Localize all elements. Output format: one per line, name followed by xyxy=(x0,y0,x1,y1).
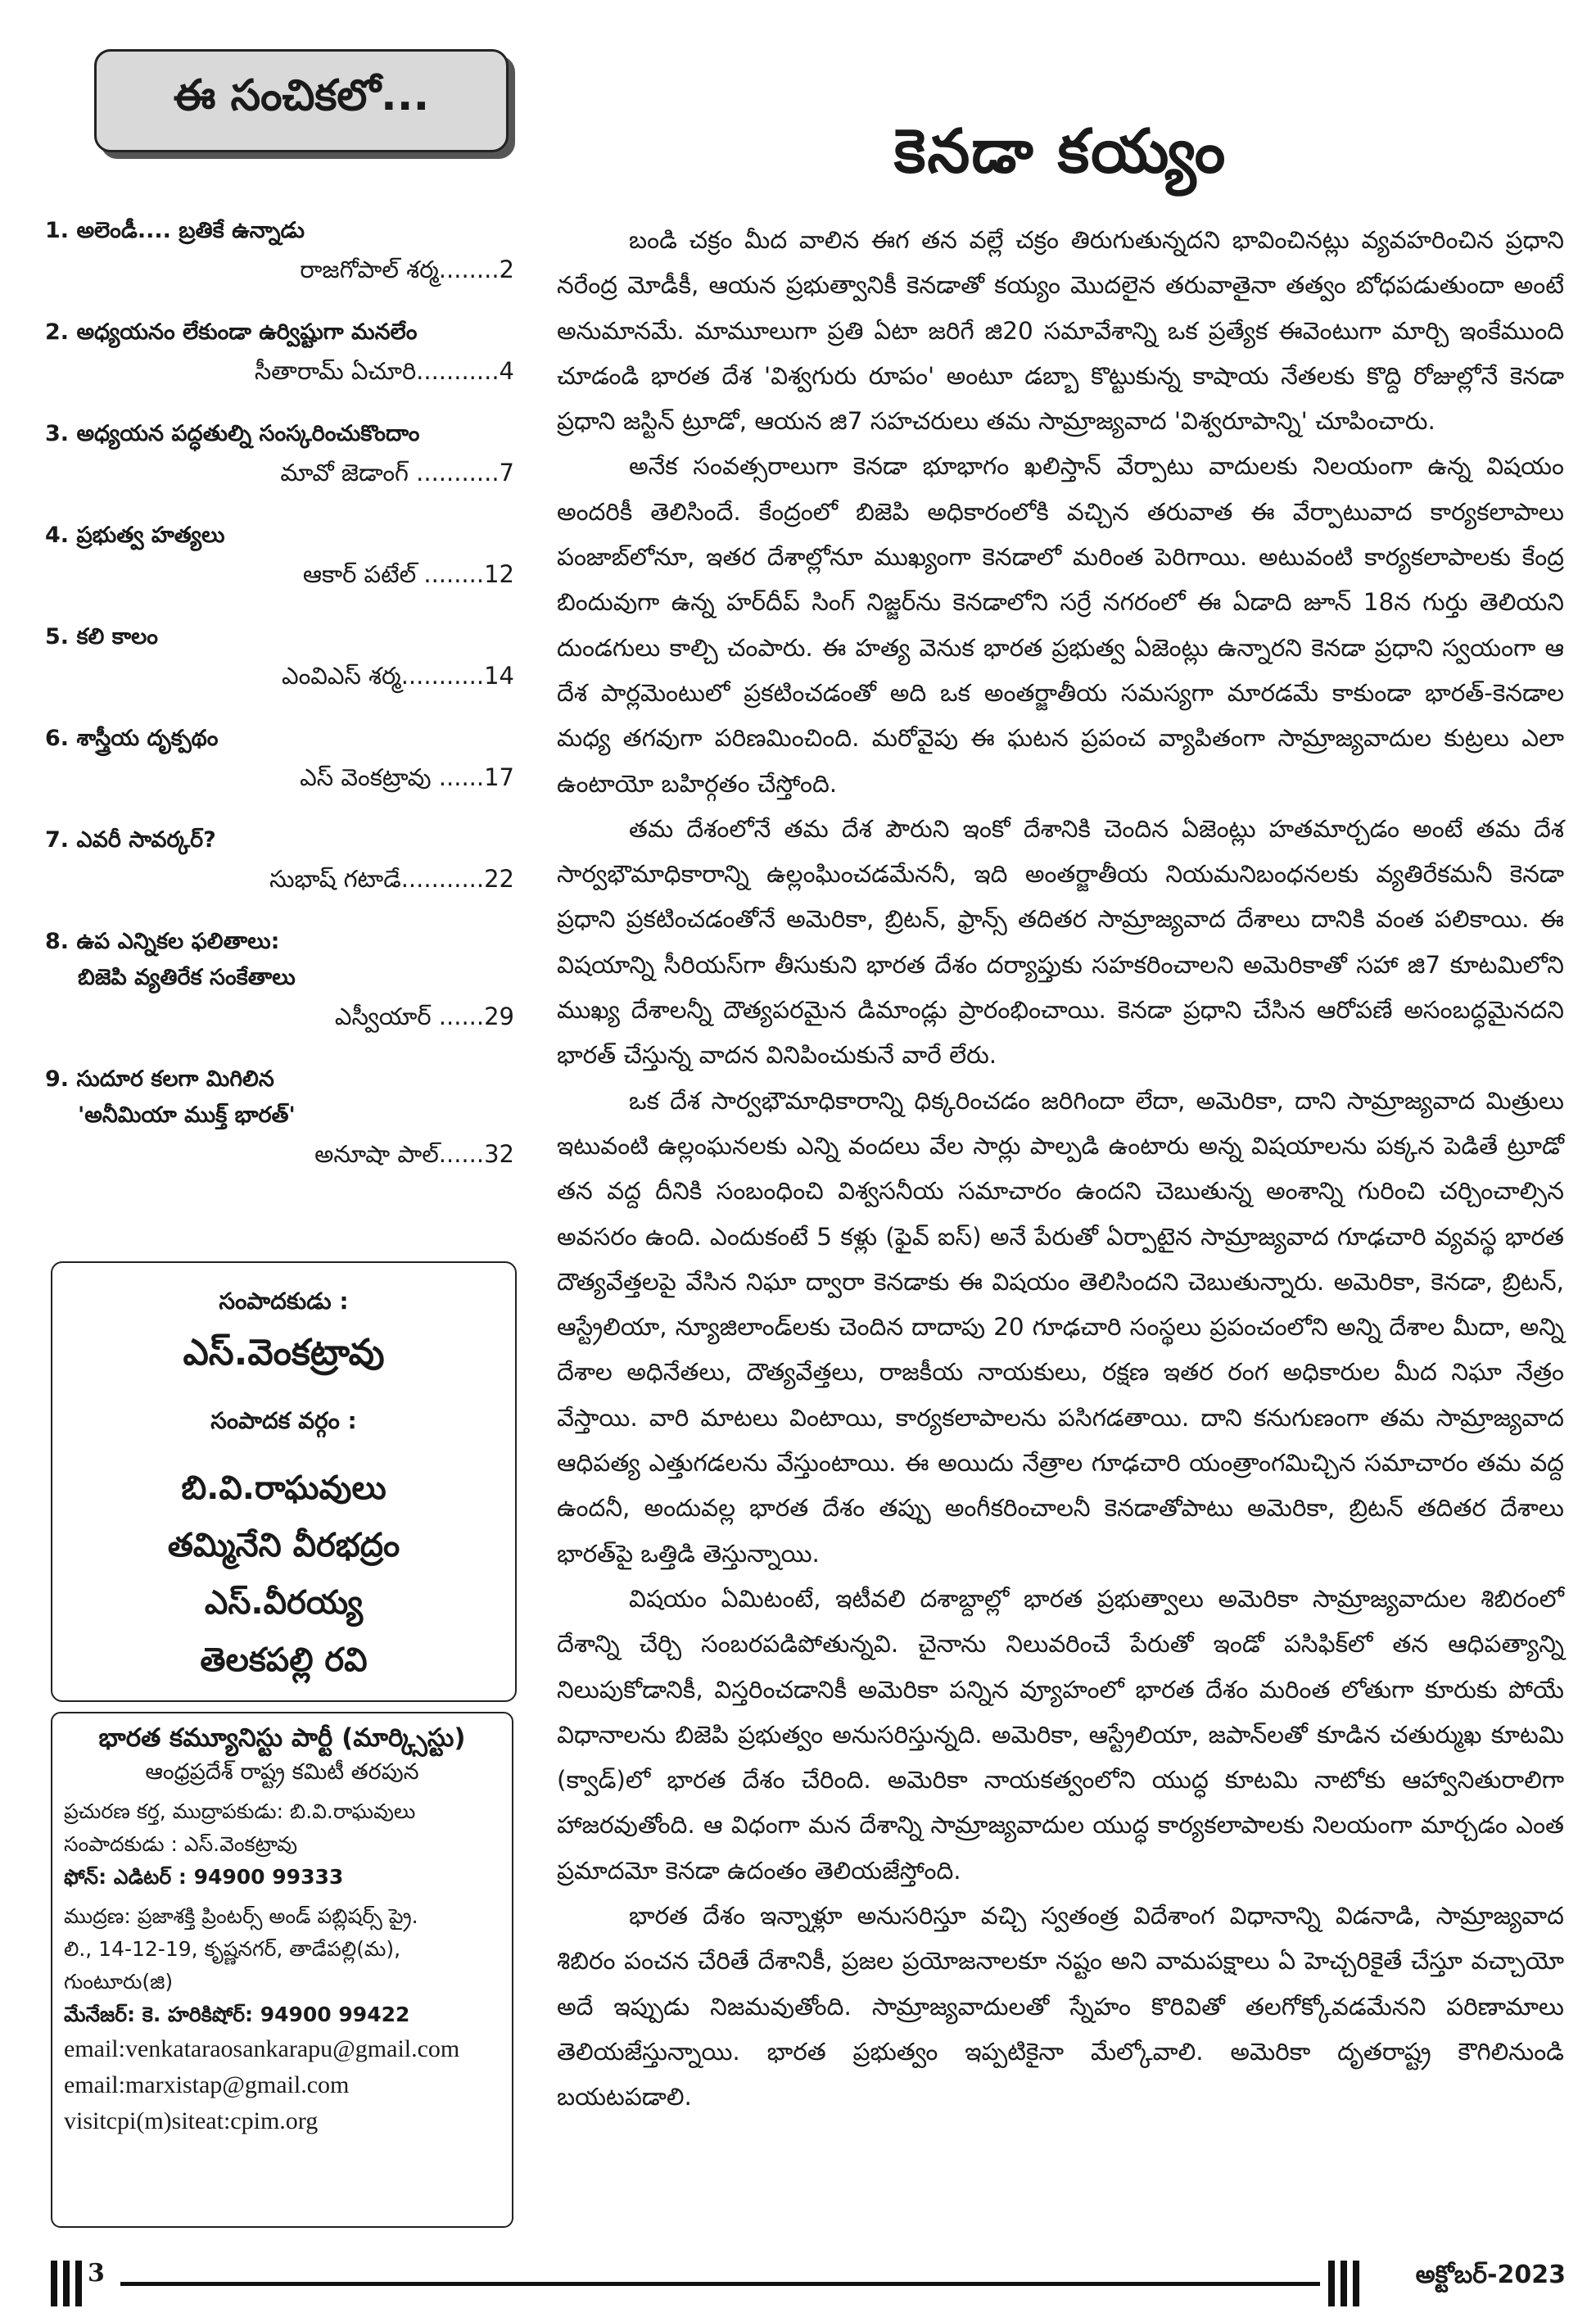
printer-line: ముద్రణ: ప్రజాశక్తి ప్రింటర్స్ అండ్ పబ్లిషర్స్ ప్రై. xyxy=(64,1904,418,1928)
toc-author: ఆకార్ పటేల్ ........12 xyxy=(302,560,514,588)
board-member: తెలకపల్లి రవి xyxy=(200,1641,368,1679)
editor-name: ఎస్.వెంకట్రావు xyxy=(183,1332,385,1374)
toc-title: 8. ఉప ఎన్నికల ఫలితాలు: xyxy=(45,929,280,954)
toc-item[interactable] xyxy=(45,619,524,696)
toc-subtitle: బిజెపి వ్యతిరేక సంకేతాలు xyxy=(78,965,296,990)
board-member: బి.వి.రాఘవులు xyxy=(181,1469,387,1507)
editorial-board-box xyxy=(51,1261,517,1702)
board-member: ఎస్.వీరయ్య xyxy=(204,1584,364,1622)
committee-name: ఆంధ్రప్రదేశ్ రాష్ట్ర కమిటీ తరపున xyxy=(145,1759,419,1785)
website-link[interactable]: visitcpi(m)siteat:cpim.org xyxy=(64,2107,319,2134)
toc-title: 2. అధ్యయనం లేకుండా ఉర్విష్టుగా మనలేం xyxy=(45,319,418,345)
toc-heading: ఈ సంచికలో... xyxy=(94,49,509,152)
toc-item[interactable] xyxy=(45,1061,524,1175)
publisher-info-box xyxy=(51,1712,513,2228)
toc-item[interactable] xyxy=(45,416,524,493)
board-member: తమ్మినేని వీరభద్రం xyxy=(167,1527,400,1564)
toc-author: ఎస్ వెంకట్రావు ......17 xyxy=(300,763,514,791)
toc-subtitle: 'అనీమియా ముక్త్ భారత్' xyxy=(78,1102,296,1128)
party-name: భారత కమ్యూనిస్టు పార్టీ (మార్క్సిస్టు) xyxy=(98,1723,466,1753)
toc-item[interactable] xyxy=(45,315,524,392)
toc-author: సీతారామ్ ఏచూరి...........4 xyxy=(254,357,514,385)
manager-line: మేనేజర్: కె. హరికిషోర్: 94900 99422 xyxy=(64,2003,410,2026)
toc-title: 4. ప్రభుత్వ హత్యలు xyxy=(45,523,225,548)
article-paragraph: తమ దేశంలోనే తమ దేశ పౌరుని ఇంకో దేశానికి చెందిన ఏజెంట్లు హతమార్చడం అంటే తమ దేశ సార్వభౌమాధికారాన్ని ఉల్లంఘించడమేననీ, ఇది అంతర్జాతీయ నియమనిబంధనలకు వ్యతిరేకమనీ కెనడా ప్రధాని ప్రకటించడంతోనే అమెరికా, బ్రిటన్, ఫ్రాన్స్ తదితర సామ్రాజ్యవాద దేశాలు దానికి వంత పలికాయి. ఈ విషయాన్ని సీరియస్‌గా తీసుకుని భారత దేశం దర్యాప్తుకు సహకరించాలని అమెరికాతో సహా జి7 కూటమిలోని ముఖ్య దేశాలన్నీ దౌత్యపరమైన డిమాండ్లు ప్రారంభించాయి. కెనడా ప్రధాని చేసిన ఆరోపణే అసంబద్ధమైనదని భారత్ చేస్తున్న వాదన వినిపించుకునే వారే లేరు. xyxy=(557,814,1564,1070)
toc-title: 9. సుదూర కలగా మిగిలిన xyxy=(45,1066,274,1092)
toc-title: 5. కలి కాలం xyxy=(45,624,158,650)
footer-bars-right xyxy=(1328,2261,1359,2306)
article-paragraph: అనేక సంవత్సరాలుగా కెనడా భూభాగం ఖలిస్తాన్ వేర్పాటు వాదులకు నిలయంగా ఉన్న విషయం అందరికీ తెలిసిందే. కేంద్రంలో బిజెపి అధికారంలోకి వచ్చిన తరువాత ఈ వేర్పాటువాద కార్యకలాపాలు పంజాబ్‌లోనూ, ఇతర దేశాల్లోనూ ముఖ్యంగా కెనడాలో మరింత పెరిగాయి. అటువంటి కార్యకలాపాలకు కేంద్ర బిందువుగా ఉన్న హర్‌దీప్ సింగ్ నిజ్జర్‌ను కెనడాలోని సర్రే నగరంలో ఈ ఏడాది జూన్ 18న గుర్తు తెలియని దుండగులు కాల్చి చంపారు. ఈ హత్య వెనుక భారత ప్రభుత్వ ఏజెంట్లు ఉన్నారని కెనడా ప్రధాని స్వయంగా ఆ దేశ పార్లమెంటులో ప్రకటించడంతో అది ఒక అంతర్జాతీయ సమస్యగా మారడమే కాకుండా భారత్-కెనడాల మధ్య తగవుగా పరిణమించింది. మరోవైపు ఈ ఘటన ప్రపంచ వ్యాపితంగా సామ్రాజ్యవాదుల కుట్రలు ఎలా ఉంటాయో బహిర్గతం చేస్తోంది. xyxy=(557,452,1564,798)
toc-item[interactable] xyxy=(45,721,524,798)
toc-author: ఎస్వీయార్ ......29 xyxy=(334,1003,514,1030)
toc-title: 6. శాస్త్రీయ దృక్పథం xyxy=(45,726,219,751)
page-footer xyxy=(51,2251,1566,2308)
editor-label: సంపాదకుడు : xyxy=(219,1288,349,1315)
toc-title: 7. ఎవరీ సావర్కర్? xyxy=(45,827,216,853)
toc-item[interactable] xyxy=(45,518,524,595)
printer-address: లి., 14-12-19, కృష్ణనగర్, తాడేపల్లి(మ), xyxy=(64,1937,401,1961)
toc-author: రాజగోపాల్ శర్మ........2 xyxy=(300,256,514,283)
publisher-line: ప్రచురణ కర్త, ముద్రాపకుడు: బి.వి.రాఘవులు xyxy=(64,1799,416,1823)
article-paragraph: భారత దేశం ఇన్నాళ్లూ అనుసరిస్తూ వచ్చి స్వతంత్ర విదేశాంగ విధానాన్ని విడనాడి, సామ్రాజ్యవాద శిబిరం పంచన చేరితే దేశానికీ, ప్రజల ప్రయోజనాలకూ నష్టం అని వామపక్షాలు ఏ హెచ్చరికైతే చేస్తూ వచ్చాయో అదే ఇప్పుడు నిజమవుతోంది. సామ్రాజ్యవాదులతో స్నేహం కొరివితో తలగోక్కోవడమేనని పరిణామాలు తెలియజేస్తున్నాయి. భారత ప్రభుత్వం ఇప్పటికైనా మేల్కోవాలి. అమెరికా దృతరాష్ట్ర కౌగిలినుండి బయటపడాలి. xyxy=(557,1901,1564,2112)
board-members xyxy=(52,1460,515,1689)
article-paragraph: విషయం ఏమిటంటే, ఇటీవలి దశాబ్దాల్లో భారత ప్రభుత్వాలు అమెరికా సామ్రాజ్యవాదుల శిబిరంలో దేశాన్ని చేర్చి సంబరపడిపోతున్నవి. చైనాను నిలువరించే పేరుతో ఇండో పసిఫిక్‌లో తన ఆధిపత్యాన్ని నిలుపుకోడానికీ, విస్తరించడానికీ అమెరికా పన్నిన వ్యూహంలో భారత దేశం మరింత లోతుగా కూరుకు పోయే విధానాలను బిజెపి ప్రభుత్వం అనుసరిస్తున్నది. అమెరికా, ఆస్ట్రేలియా, జపాన్‌లతో కూడిన చతుర్ముఖ కూటమి (క్వాడ్)లో భారత దేశం చేరింది. అమెరికా నాయకత్వంలోని యుద్ధ కూటమి నాటోకు ఆహ్వానితురాలిగా హాజరవుతోంది. ఆ విధంగా మన దేశాన్ని సామ్రాజ్యవాదుల యుద్ధ కార్యకలాపాలకు నిలయంగా మార్చడం ఎంత ప్రమాదమో కెనడా ఉదంతం తెలియజేస్తోంది. xyxy=(557,1584,1564,1885)
phone-line: ఫోన్: ఎడిటర్ : 94900 99333 xyxy=(64,1865,344,1889)
printer-district: గుంటూరు(జి) xyxy=(64,1970,174,1994)
toc-author: ఎంవిఎస్ శర్మ...........14 xyxy=(281,662,514,690)
toc-author: సుభాష్ గటాడే...........22 xyxy=(269,865,514,893)
toc-item[interactable] xyxy=(45,822,524,899)
toc-author: మావో జెడాంగ్ ...........7 xyxy=(280,459,514,487)
footer-rule xyxy=(120,2282,1320,2286)
toc-title: 1. అలెండీ.... బ్రతికే ఉన్నాడు xyxy=(45,218,305,243)
editor-line: సంపాదకుడు : ఎస్.వెంకట్రావు xyxy=(64,1832,298,1856)
issue-date: అక్టోబర్-2023 xyxy=(1415,2261,1566,2289)
board-label: సంపాదక వర్గం : xyxy=(210,1407,357,1434)
email-link[interactable]: email:marxistap@gmail.com xyxy=(64,2071,350,2098)
toc-item[interactable] xyxy=(45,924,524,1037)
footer-bars-left xyxy=(51,2261,82,2306)
email-link[interactable]: email:venkataraosankarapu@gmail.com xyxy=(64,2035,460,2062)
toc-item[interactable] xyxy=(45,213,524,290)
page-number: 3 xyxy=(88,2259,105,2288)
article-paragraph: ఒక దేశ సార్వభౌమాధికారాన్ని ధిక్కరించడం జరిగిందా లేదా, అమెరికా, దాని సామ్రాజ్యవాద మిత్రులు ఇటువంటి ఉల్లంఘనలకు ఎన్ని వందలు వేల సార్లు పాల్పడి ఉంటారు అన్న విషయాలను పక్కన పెడితే ట్రూడో తన వద్ద దీనికి సంబంధించి విశ్వసనీయ సమాచారం ఉందని చెబుతున్న అంశాన్ని గురించి చర్చించాల్సిన అవసరం ఉంది. ఎందుకంటే 5 కళ్లు (ఫైవ్ ఐస్) అనే పేరుతో ఏర్పాటైన సామ్రాజ్యవాద గూఢచారి వ్యవస్థ భారత దౌత్యవేత్తలపై వేసిన నిఘా ద్వారా కెనడాకు ఈ విషయం తెలిసిందని చెబుతున్నారు. అమెరికా, కెనడా, బ్రిటన్, ఆస్ట్రేలియా, న్యూజిలాండ్‌లకు చెందిన దాదాపు 20 గూఢచారి సంస్థలు ప్రపంచంలోని అన్ని దేశాల మీదా, అన్ని దేశాల అధినేతలు, దౌత్యవేత్తలు, రాజకీయ నాయకులు, రక్షణ ఇతర రంగ అధికారుల మీద నిఘా నేత్రం వేస్తాయి. వారి మాటలు వింటాయి, కార్యకలాపాలను పసిగడతాయి. దాని కనుగుణంగా తమ సామ్రాజ్యవాద ఆధిపత్య ఎత్తుగడలను వేస్తుంటాయి. ఈ అయిదు నేత్రాల గూఢచారి యంత్రాంగమిచ్చిన సమాచారం తమ వద్ద ఉందనీ, అందువల్ల భారత దేశం తప్పు అంగీకరించాలనీ కెనడాతోపాటు అమెరికా, బ్రిటన్ తదితర దేశాలు భారత్‌పై ఒత్తిడి తెస్తున్నాయి. xyxy=(557,1086,1564,1568)
table-of-contents xyxy=(45,213,524,1199)
toc-author: అనూషా పాల్......32 xyxy=(314,1140,514,1168)
toc-title: 3. అధ్యయన పద్ధతుల్ని సంస్కరించుకొందాం xyxy=(45,421,420,446)
editorial-article xyxy=(557,115,1564,2120)
article-title: కెనడా కయ్యం xyxy=(893,116,1228,187)
article-paragraph: బండి చక్రం మీద వాలిన ఈగ తన వల్లే చక్రం తిరుగుతున్నదని భావించినట్లు వ్యవహరించిన ప్రధాని నరేంద్ర మోడీకీ, ఆయన ప్రభుత్వానికీ కెనడాతో కయ్యం మొదలైన తరువాతైనా తత్వం బోధపడుతుందా అంటే అనుమానమే. మామూలుగా ప్రతి ఏటా జరిగే జి20 సమావేశాన్ని ఒక ప్రత్యేక ఈవెంటుగా మార్చి ఇంకేముంది చూడండి భారత దేశ 'విశ్వగురు రూపం' అంటూ డబ్బా కొట్టుకున్న కాషాయ నేతలకు కొద్ది రోజుల్లోనే కెనడా ప్రధాని జస్టిన్ ట్రూడో, ఆయన జి7 సహచరులు తమ సామ్రాజ్యవాద 'విశ్వరూపాన్ని' చూపించారు. xyxy=(557,226,1564,436)
